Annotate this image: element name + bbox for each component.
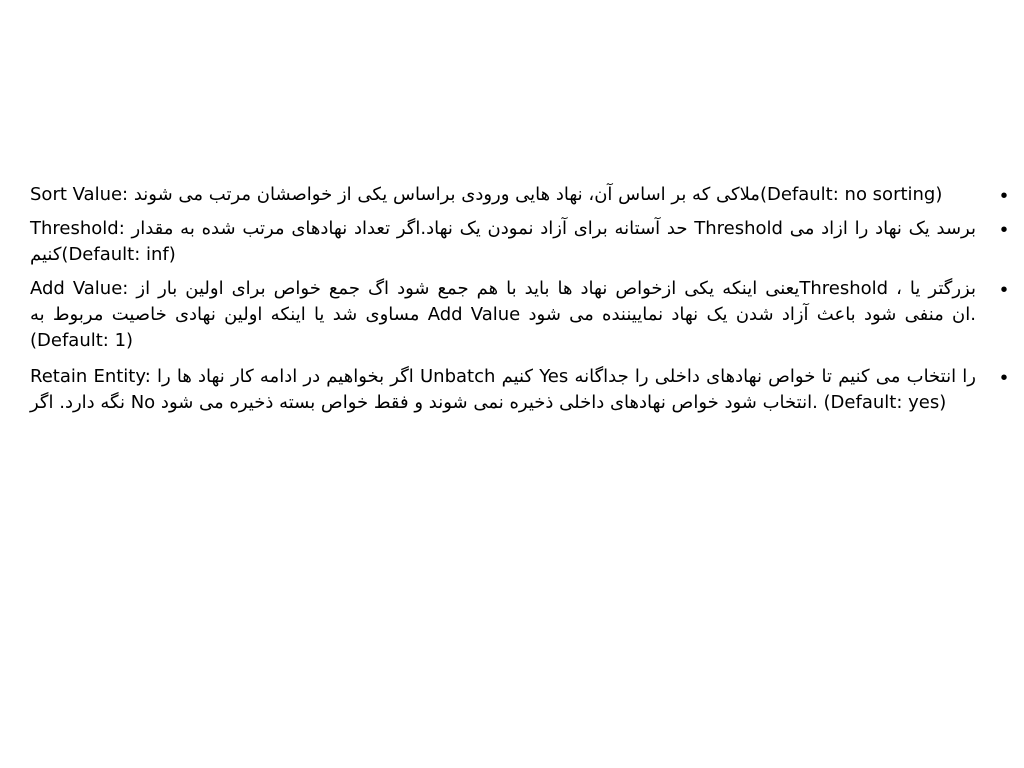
bullet-dot: • (1000, 279, 1008, 301)
bullet-dot: • (1000, 219, 1008, 241)
bullet-text-retain-entity: Retain Entity: اگر بخواهیم در ادامه کار نهاد ها را Unbatch کنیم Yes را انتخاب می کنیم تا خواص نهادهای داخلی را جداگانه نگه دارد. اگر No انتخاب شود خواص نهادهای داخلی ذخیره نمی شوند و فقط خواص بسته ذخیره می شود. (Default: yes) (30, 366, 976, 413)
slide-content (30, 182, 1008, 424)
bullet-dot: • (1000, 185, 1008, 207)
bullet-item-sort-value (30, 182, 1008, 208)
bullet-item-add-value (30, 276, 1008, 354)
bullet-item-retain-entity (30, 364, 1008, 416)
bullet-dot: • (1000, 367, 1008, 389)
bullet-text-sort-value: Sort Value: ملاکی که بر اساس آن، نهاد هایی ورودی براساس یکی از خواصشان مرتب می شوند(Default: no sorting) (30, 184, 943, 205)
bullet-text-threshold: Threshold: حد آستانه برای آزاد نمودن یک نهاد.اگر تعداد نهادهای مرتب شده به مقدار Threshold برسد یک نهاد را ازاد می کنیم(Default: inf) (30, 218, 976, 265)
bullet-text-add-value: Add Value: یعنی اینکه یکی ازخواص نهاد ها باید با هم جمع شود اگ جمع خواص برای اولین بار ازThreshold ، بزرگتر یا مساوی شد یا اینکه اولین نهادی خاصیت مربوط به Add Value ان منفی شود باعث آزاد شدن یک نهاد نماییننده می شود. (Default: 1) (30, 278, 976, 351)
bullet-list (30, 182, 1008, 416)
bullet-item-threshold (30, 216, 1008, 268)
